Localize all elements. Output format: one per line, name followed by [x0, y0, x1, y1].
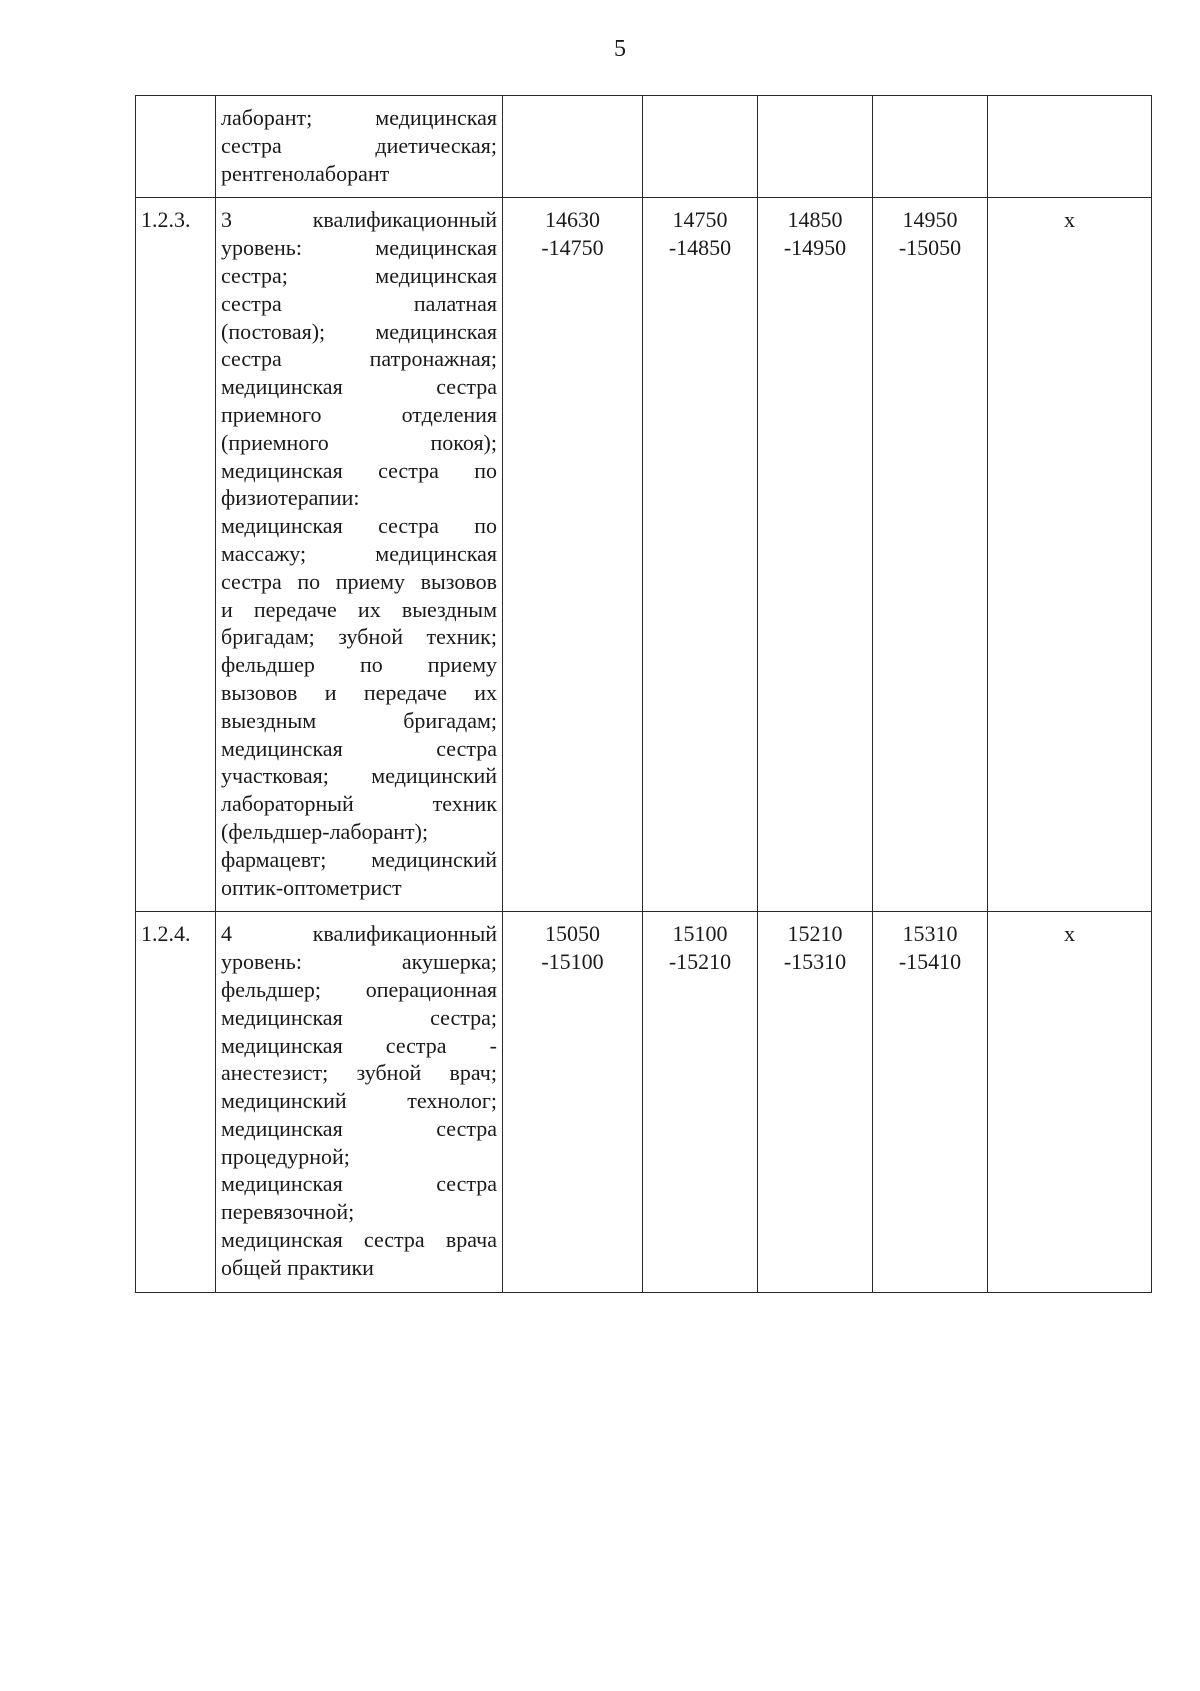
page-number: 5	[614, 36, 626, 62]
description-line: перевязочной;	[221, 1199, 355, 1225]
description-line: медицинская сестра	[221, 1171, 497, 1197]
description-line: медицинская сестра по	[221, 513, 497, 539]
table-row	[136, 96, 1152, 198]
description-line: фармацевт; медицинский	[221, 846, 497, 872]
description-line: вызовов и передаче их	[221, 679, 497, 705]
salary-range-cell	[503, 912, 643, 1292]
salary-range-cell	[758, 96, 873, 198]
description-line: выездным бригадам;	[221, 707, 497, 733]
table-body	[136, 96, 1152, 1293]
range-from: 14750	[672, 207, 728, 233]
range-to: -15310	[783, 949, 847, 975]
description-line: медицинский технолог;	[221, 1088, 497, 1114]
description-line: лабораторный техник	[221, 791, 497, 817]
description-line: фельдшер по приему	[221, 652, 497, 678]
salary-range-cell	[503, 96, 643, 198]
salary-range-cell	[873, 912, 988, 1292]
description-line: сестра диетическая;	[221, 132, 497, 158]
mark-cell	[988, 96, 1152, 198]
position-description-cell	[216, 912, 503, 1292]
table-row	[136, 198, 1152, 912]
description-line: сестра патронажная;	[221, 346, 497, 372]
range-from: 14850	[787, 207, 843, 233]
description-line: бригадам; зубной техник;	[221, 624, 497, 650]
salary-range-cell	[643, 198, 758, 912]
description-line: (приемного покоя);	[221, 429, 497, 455]
range-from: 14950	[902, 207, 958, 233]
description-line: (фельдшер-лаборант);	[221, 818, 429, 844]
range-from: 15310	[902, 921, 958, 947]
range-to: -15100	[541, 949, 604, 975]
salary-range-cell	[643, 912, 758, 1292]
mark-cell: х	[988, 198, 1152, 912]
table-row	[136, 912, 1152, 1292]
description-line: приемного отделения	[221, 401, 497, 427]
row-number-cell: 1.2.4.	[136, 912, 216, 1292]
description-line: сестра; медицинская	[221, 262, 497, 288]
description-line: медицинская сестра	[221, 735, 497, 761]
description-line: сестра по приему вызовов	[221, 568, 497, 594]
description-line: лаборант; медицинская	[221, 105, 497, 130]
description-line: медицинская сестра по	[221, 457, 497, 483]
description-line: медицинская сестра	[221, 374, 497, 400]
row-number-cell	[136, 96, 216, 198]
row-number-cell: 1.2.3.	[136, 198, 216, 912]
range-from: 15210	[787, 921, 843, 947]
description-line: физиотерапии:	[221, 485, 360, 511]
range-to: -14950	[783, 235, 847, 261]
range-to: -15050	[898, 235, 962, 261]
description-line: процедурной;	[221, 1143, 350, 1169]
range-to: -14850	[668, 235, 732, 261]
description-line: участковая; медицинский	[221, 763, 497, 789]
mark-cell: х	[988, 912, 1152, 1292]
position-description-cell	[216, 96, 503, 198]
description-line: медицинская сестра	[221, 1115, 497, 1141]
salary-table	[135, 95, 1152, 1293]
description-line: медицинская сестра -	[221, 1032, 497, 1058]
description-line: 3 квалификационный	[221, 207, 497, 233]
range-to: -15210	[668, 949, 732, 975]
salary-range-cell	[758, 912, 873, 1292]
salary-range-cell	[503, 198, 643, 912]
range-to: -14750	[541, 235, 604, 261]
description-line: рентгенолаборант	[221, 160, 390, 186]
salary-range-cell	[643, 96, 758, 198]
salary-range-cell	[873, 96, 988, 198]
description-line: фельдшер; операционная	[221, 976, 497, 1002]
range-to: -15410	[898, 949, 962, 975]
description-line: массажу; медицинская	[221, 540, 497, 566]
range-from: 15100	[672, 921, 728, 947]
position-description-cell	[216, 198, 503, 912]
description-line: медицинская сестра;	[221, 1004, 497, 1030]
salary-range-cell	[758, 198, 873, 912]
range-from: 14630	[545, 207, 600, 233]
description-line: оптик-оптометрист	[221, 874, 402, 900]
description-line: медицинская сестра врача	[221, 1227, 497, 1253]
description-line: анестезист; зубной врач;	[221, 1060, 497, 1086]
description-line: уровень: акушерка;	[221, 949, 497, 975]
description-line: (постовая); медицинская	[221, 318, 497, 344]
description-line: и передаче их выездным	[221, 596, 497, 622]
range-from: 15050	[545, 921, 600, 947]
salary-range-cell	[873, 198, 988, 912]
description-line: 4 квалификационный	[221, 921, 497, 947]
description-line: общей практики	[221, 1254, 374, 1280]
description-line: сестра палатная	[221, 290, 497, 316]
description-line: уровень: медицинская	[221, 235, 497, 261]
